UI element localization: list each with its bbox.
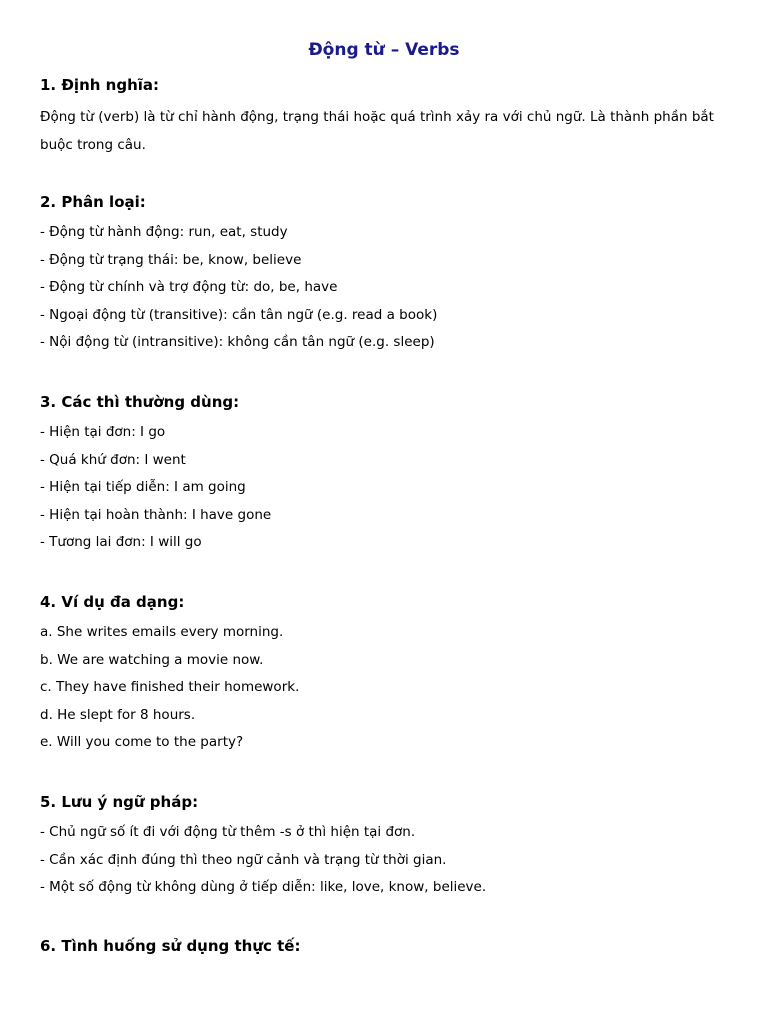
document-title: Động từ – Verbs	[308, 40, 460, 60]
list-item: - Tương lai đơn: I will go	[40, 534, 202, 551]
section-heading: 4. Ví dụ đa dạng:	[40, 593, 185, 611]
list-item: - Cần xác định đúng thì theo ngữ cảnh và trạng từ thời gian.	[40, 851, 447, 868]
list-item: - Động từ trạng thái: be, know, believe	[40, 251, 302, 268]
section-paragraph: Động từ (verb) là từ chỉ hành động, trạng thái hoặc quá trình xảy ra với chủ ngữ. Là thành phần bắt buộc trong câu.	[40, 109, 714, 153]
section-heading: 1. Định nghĩa:	[40, 76, 160, 94]
list-item: - Chủ ngữ số ít đi với động từ thêm -s ở thì hiện tại đơn.	[40, 824, 416, 840]
list-item: c. They have finished their homework.	[40, 679, 300, 696]
list-item: - Quá khứ đơn: I went	[40, 451, 186, 468]
list-item: d. He slept for 8 hours.	[40, 706, 196, 723]
section-definition	[40, 74, 740, 159]
section-real-usage	[40, 935, 740, 963]
list-item: - Hiện tại hoàn thành: I have gone	[40, 506, 272, 523]
list-item: - Một số động từ không dùng ở tiếp diễn: like, love, know, believe.	[40, 879, 487, 896]
section-heading: 5. Lưu ý ngữ pháp:	[40, 793, 199, 811]
list-item: - Hiện tại đơn: I go	[40, 424, 166, 440]
list-item: a. She writes emails every morning.	[40, 624, 284, 640]
section-classification	[40, 191, 740, 357]
section-heading: 6. Tình huống sử dụng thực tế:	[40, 937, 301, 955]
list-item: - Nội động từ (intransitive): không cần tân ngữ (e.g. sleep)	[40, 334, 435, 351]
list-item: e. Will you come to the party?	[40, 734, 244, 751]
section-examples	[40, 591, 740, 757]
list-item: b. We are watching a movie now.	[40, 651, 264, 668]
list-item: - Động từ hành động: run, eat, study	[40, 224, 288, 240]
section-heading: 2. Phân loại:	[40, 193, 146, 211]
section-grammar-notes	[40, 791, 740, 902]
list-item: - Ngoại động từ (transitive): cần tân ngữ (e.g. read a book)	[40, 306, 438, 323]
section-tenses	[40, 391, 740, 557]
section-heading: 3. Các thì thường dùng:	[40, 393, 240, 411]
list-item: - Hiện tại tiếp diễn: I am going	[40, 479, 246, 496]
list-item: - Động từ chính và trợ động từ: do, be, have	[40, 279, 338, 296]
